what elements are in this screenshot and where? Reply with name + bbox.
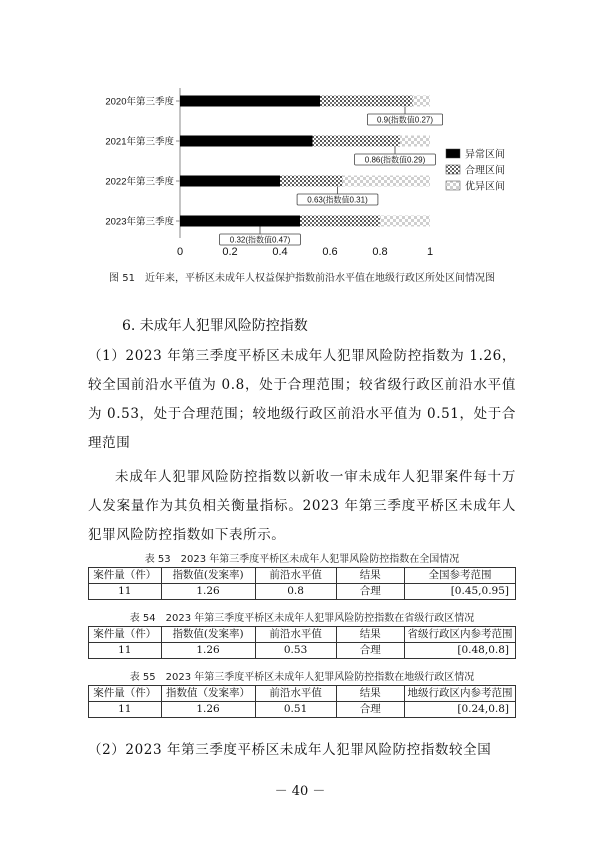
cell: 0.51 [255,702,336,718]
table-header-row [89,686,516,702]
cell: 合理 [336,643,404,659]
header-cell: 案件量（件） [89,686,162,702]
header-cell: 全国参考范围 [404,568,515,584]
header-cell: 省级行政区内参考范围 [404,627,515,643]
legend-swatch [446,181,460,190]
table-55 [88,685,516,718]
cell: 1.26 [161,643,255,659]
cell: 11 [89,584,162,600]
bar-segment [413,96,431,107]
header-cell: 案件量（件） [89,568,162,584]
cell: 合理 [336,702,404,718]
legend-swatch [446,149,460,158]
cell: 11 [89,702,162,718]
header-cell: 指数值(发案率) [161,627,255,643]
legend-swatch [446,165,460,174]
x-tick-label: 0 [176,246,184,258]
cell: 1.26 [161,584,255,600]
cell: [0.45,0.95] [404,584,515,600]
bar-segment [300,216,380,227]
table-header-row [89,627,516,643]
section-title: 6. 未成年人犯罪风险防控指数 [122,318,308,334]
header-cell: 结果 [336,686,404,702]
table-55-caption: 表 55 2023 年第三季度平桥区未成年人犯罪风险防控指数在地级行政区情况 [129,672,475,683]
paragraph-1: （1）2023 年第三季度平桥区未成年人犯罪风险防控指数为 1.26，较全国前沿水平值为 0.8，处于合理范围；较省级行政区前沿水平值为 0.53，处于合理范围；较地级行政区前沿水平值为 0.51，处于合理范围 [88,348,516,451]
bar-segment [313,136,401,147]
cell: 0.53 [255,643,336,659]
callout-label: 0.32(指数值0.47) [229,235,291,245]
table-row [89,584,516,600]
cell: 合理 [336,584,404,600]
cell: [0.48,0.8] [404,643,515,659]
bar-segment [280,176,343,187]
bar-segment [400,136,430,147]
table-54 [88,626,516,659]
x-tick-label: 0.8 [372,246,388,258]
chart-axes [105,88,433,258]
table-54-caption: 表 54 2023 年第三季度平桥区未成年人犯罪风险防控指数在省级行政区情况 [129,613,475,624]
header-cell: 案件量（件） [89,627,162,643]
header-cell: 结果 [336,627,404,643]
figure-caption: 图 51 近年来，平桥区未成年人权益保护指数前沿水平值在地级行政区所处区间情况图 [109,273,495,284]
callout-label: 0.63(指数值0.31) [307,195,368,205]
y-tick-label: 2022年第三季度 [105,176,174,188]
y-tick-label: 2020年第三季度 [105,96,174,108]
table-53 [88,567,516,600]
x-tick-label: 1 [426,246,434,258]
bar-segment [180,136,313,147]
bar-segment [320,96,413,107]
callout-label: 0.9(指数值0.27) [376,115,434,125]
header-cell: 前沿水平值 [255,568,336,584]
header-cell: 指数值(发案率) [161,568,255,584]
table-row [89,702,516,718]
y-tick-label: 2021年第三季度 [105,136,174,148]
interval-chart [0,0,600,270]
table-header-row [89,568,516,584]
bar-segment [343,176,431,187]
cell: 0.8 [255,584,336,600]
bar-segment [380,216,430,227]
paragraph-3: （2）2023 年第三季度平桥区未成年人犯罪风险防控指数较全国 [88,742,492,758]
chart-legend [446,148,505,193]
table-row [89,643,516,659]
header-cell: 指数值（发案率） [161,686,255,702]
x-tick-label: 0.2 [222,246,238,258]
header-cell: 前沿水平值 [255,627,336,643]
callout-label: 0.86(指数值0.29) [364,155,426,165]
table-53-caption: 表 53 2023 年第三季度平桥区未成年人犯罪风险防控指数在全国情况 [144,554,460,565]
y-tick-label: 2023年第三季度 [105,216,174,228]
legend-label: 优异区间 [465,181,505,193]
cell: [0.24,0.8] [404,702,515,718]
bar-segment [180,96,320,107]
bar-segment [180,176,280,187]
header-cell: 前沿水平值 [255,686,336,702]
header-cell: 结果 [336,568,404,584]
header-cell: 地级行政区内参考范围 [404,686,515,702]
x-tick-label: 0.4 [272,246,288,258]
page-number: － 40 － [274,784,326,799]
cell: 11 [89,643,162,659]
x-tick-label: 0.6 [322,246,338,258]
legend-label: 异常区间 [465,149,505,161]
cell: 1.26 [161,702,255,718]
legend-label: 合理区间 [465,165,505,177]
paragraph-2: 未成年人犯罪风险防控指数以新收一审未成年人犯罪案件每十万人发案量作为其负相关衡量指标。2023 年第三季度平桥区未成年人犯罪风险防控指数如下表所示。 [88,469,516,543]
bar-segment [180,216,300,227]
